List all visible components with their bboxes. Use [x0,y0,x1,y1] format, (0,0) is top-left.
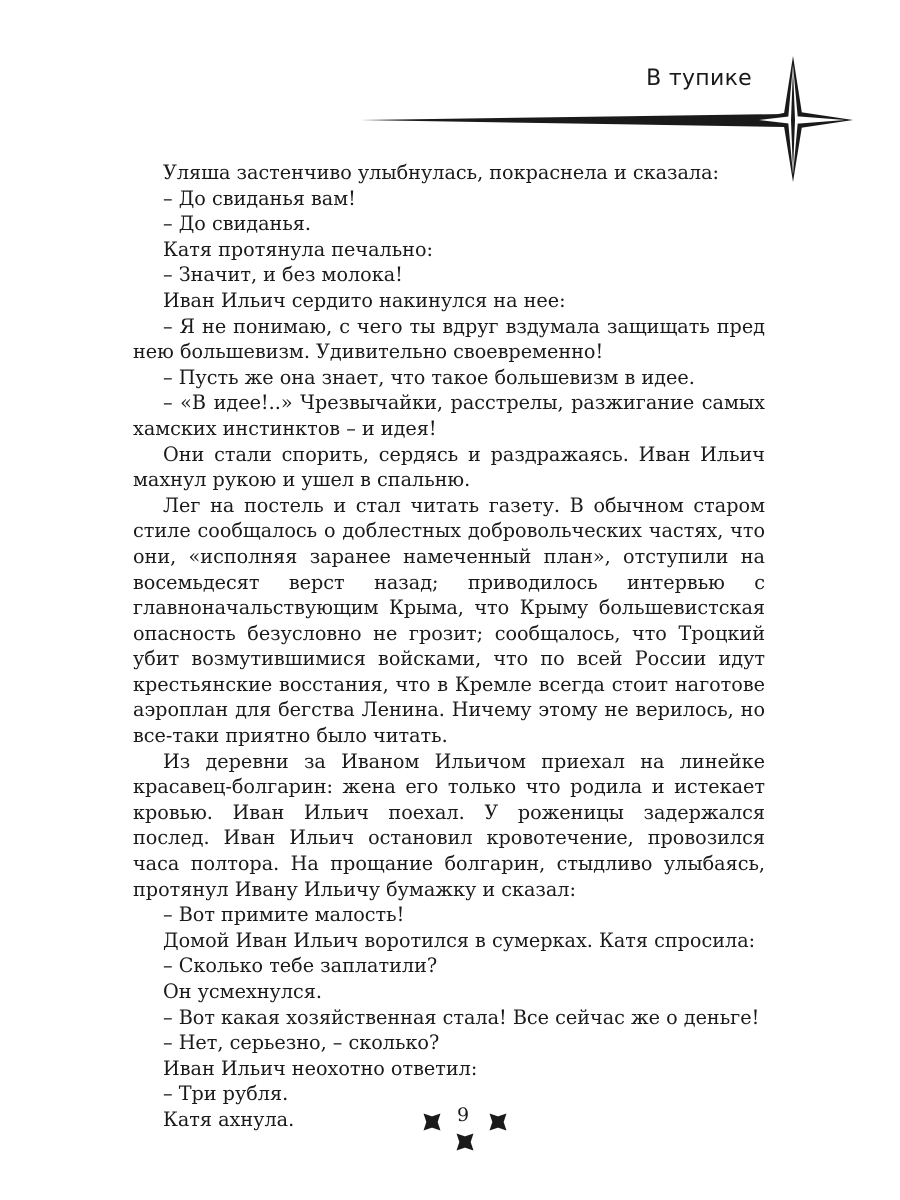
paragraph: Катя ахнула. [163,1107,295,1131]
paragraph: – Нет, серьезно, – сколько? [163,1031,440,1055]
paragraph: Катя протянула печально: [163,237,433,261]
text-body [133,160,765,1133]
paragraph: Иван Ильич неохотно ответил: [163,1056,478,1080]
paragraph: – Я не понимаю, с чего ты вдруг вздумала защищать пред нею большевизм. Удивительно своевременно! [133,314,765,364]
paragraph: – До свиданья. [163,212,311,236]
paragraph: Иван Ильич сердито накинулся на нее: [163,288,566,312]
paragraph: – До свиданья вам! [163,186,356,210]
paragraph: Домой Иван Ильич воротился в сумерках. Катя спросила: [163,928,756,952]
paragraph: – Вот примите малость! [163,903,405,927]
paragraph: Он усмехнулся. [163,980,322,1003]
running-title: В тупике [646,66,752,91]
paragraph: – Сколько тебе заплатили? [163,954,438,978]
paragraph: – Пусть же она знает, что такое большевизм в идее. [163,365,695,389]
paragraph: Из деревни за Иваном Ильичом приехал на линейке красавец-болгарин: жена его только что родила и истекает кровью. Иван Ильич поехал. У роженицы задержался послед. Иван Ильич остановил кровотечение, провозился часа полтора. На прощание болгарин, стыдливо улыбаясь, протянул Ивану Ильичу бумажку и сказал: [133,749,765,901]
paragraph: Лег на постель и стал читать газету. В обычном старом стиле сообщалось о доблестных добровольческих частях, что они, «исполняя заранее намеченный план», отступили на восемьдесят верст назад; приводилось интервью с главноначальствующим Крыма, что Крыму большевистская опасность безусловно не грозит; сообщалось, что Троцкий убит возмутившимися войсками, что по всей России идут крестьянские восстания, что в Кремле всегда стоит наготове аэроплан для бегства Ленина. Ничему этому не верилось, но все-таки приятно было читать. [133,493,765,748]
paragraph: – Три рубля. [163,1082,289,1106]
paragraph: – Значит, и без молока! [163,263,403,287]
paragraph: – «В идее!..» Чрезвычайки, расстрелы, разжигание самых хамских инстинктов – и идея! [133,391,765,440]
page-number: 9 [456,1104,470,1126]
paragraph: Они стали спорить, сердясь и раздражаясь. Иван Ильич махнул рукою и ушел в спальню. [133,442,765,492]
paragraph: Уляша застенчиво улыбнулась, покраснела и сказала: [163,161,720,184]
paragraph: – Вот какая хозяйственная стала! Все сейчас же о деньге! [163,1005,760,1029]
